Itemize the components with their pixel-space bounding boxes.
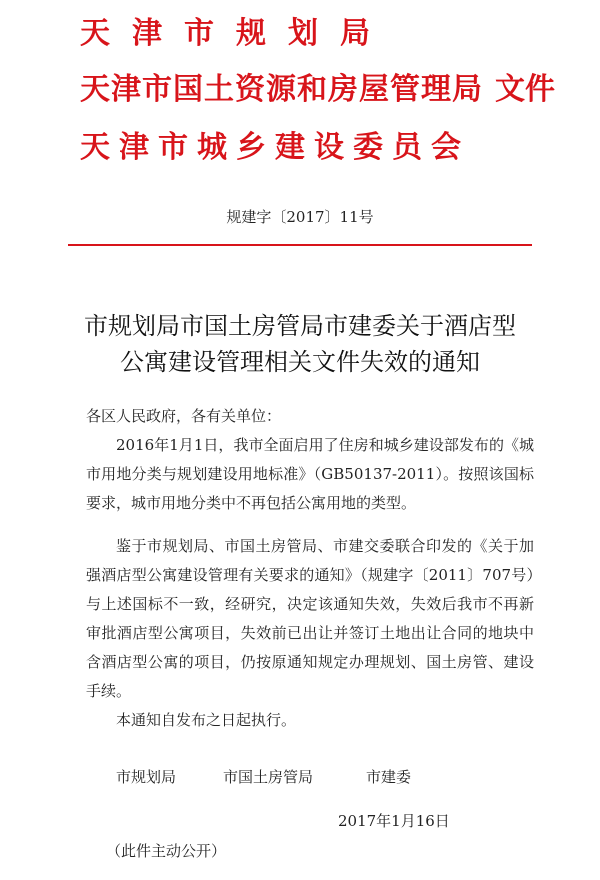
notice-title-line-1: 市规划局市国土房管局市建委关于酒店型 [84,312,516,340]
signature-land-housing-bureau: 市国土房管局 [223,768,314,786]
signature-construction-committee: 市建委 [366,768,412,786]
issuer-line-land-housing-bureau [80,64,555,108]
salutation: 各区人民政府，各有关单位： [86,407,282,425]
body-paragraph-1: 2016年1月1日，我市全面启用了住房和城乡建设部发布的《城市用地分类与规划建设用地标准》（GB50137-2011）。按照该国标要求，城市用地分类中不再包括公寓用地的类型。 [86,436,534,512]
disclosure-note: （此件主动公开） [106,842,227,860]
body-paragraph-2: 鉴于市规划局、市国土房管局、市建交委联合印发的《关于加强酒店型公寓建设管理有关要求的通知》（规建字〔2011〕707号）与上述国标不一致，经研究，决定该通知失效，失效后我市不再新审批酒店型公寓项目，失效前已出让并签订土地出让合同的地块中含酒店型公寓的项目，仍按原通知规定办理规划、国土房管、建设手续。 [86,537,534,700]
issuer-line-planning-bureau: 天津市规划局 [80,16,392,51]
document-label: 文件 [495,72,555,107]
issuer-line-construction-committee: 天津市城乡建设委员会 [80,130,470,165]
notice-title-line-2: 公寓建设管理相关文件失效的通知 [120,348,480,376]
body-paragraph-3: 本通知自发布之日起执行。 [116,711,297,729]
issuer-name: 天津市国土资源和房屋管理局 [80,72,483,107]
document-number: 规建字〔2017〕11号 [226,208,374,226]
red-divider [68,244,532,246]
issue-date: 2017年1月16日 [338,812,450,830]
signature-planning-bureau: 市规划局 [116,768,177,786]
